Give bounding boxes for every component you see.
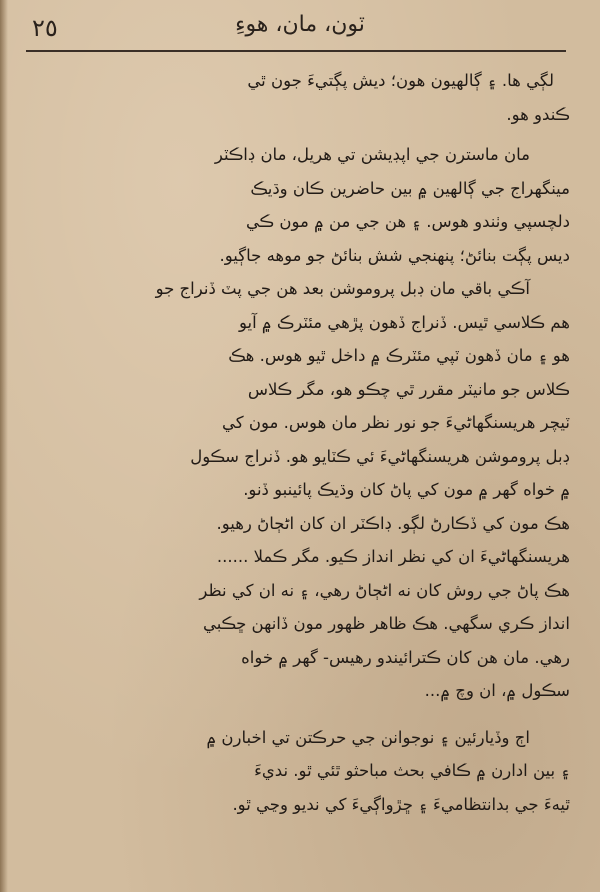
page-edge-shadow: [0, 0, 8, 892]
text-line: سڪول ۾، ان وچ ۾...: [424, 681, 570, 700]
body-text: [28, 64, 570, 821]
running-title: ٽون، مان، هوءِ: [235, 12, 365, 37]
text-line: هم ڪلاسي ٿيس. ڏنراج ڏهون پڙهي مئٽرڪ ۾ آيو: [238, 312, 570, 332]
text-line: ٽيچر هريسنگهاڻيءَ جو نور نظر مان هوس. مون کي: [222, 413, 570, 432]
text-line: مان ماسترن جي اپڊيشن تي هريل، مان ڊاڪٽر: [214, 145, 530, 164]
text-line: دلچسپي وٺندو هوس. ۽ هن جي من ۾ مون ڪي: [246, 212, 570, 231]
text-line: ڪندو هو.: [506, 104, 570, 124]
paragraph-4: [28, 574, 570, 708]
text-line: انداز ڪري سگهي. هڪ ظاهر ظهور مون ڏانهن ڇڪبي: [203, 614, 570, 633]
text-line: مينگهراج جي ڳالهين ۾ بين حاضرين ڪان وڌيڪ: [250, 178, 570, 198]
header-rule: [26, 50, 566, 52]
text-line: ڪلاس جو مانيٽر مقرر ٿي چڪو هو، مگر ڪلاس: [247, 379, 570, 399]
text-line: هو ۽ مان ڏهون ٽپي مئٽرڪ ۾ داخل ٿيو هوس. هڪ: [228, 346, 570, 365]
text-line: آڪي باقي مان ڊبل پروموشن بعد هن جي پٽ ڏنراج جو: [155, 279, 530, 298]
text-line: ۽ بين ادارن ۾ ڪافي بحث مباحثو ٿئي ٿو. نديءَ: [254, 761, 570, 780]
text-line: ديس پڳت بنائڻ؛ پنهنجي شش بنائڻ جو موهه جاڳيو.: [219, 245, 570, 265]
text-line: رهي. مان هن کان ڪترائيندو رهيس- گهر ۾ خواه: [241, 647, 570, 667]
text-line: اڄ وڏيارئين ۽ نوجوانن جي حرڪتن تي اخبارن ۾: [206, 727, 530, 747]
text-line: لڳي ها. ۽ ڳالهيون هون؛ ديش پڳتيءَ جون ٿي: [247, 71, 554, 90]
paragraph-5: [28, 721, 570, 822]
paragraph-3: [28, 272, 570, 574]
paragraph-1: [28, 64, 570, 131]
text-line: ٿيهءَ جي بدانتظاميءَ ۽ ڇڙواڳيءَ کي نديو وڃي ٿو.: [232, 794, 570, 814]
page-header: [24, 6, 576, 50]
text-line: ڊبل پروموشن هريسنگهاڻيءَ ئي ڪٽايو هو. ڏنراج سڪول: [190, 446, 570, 466]
text-line: هڪ مون کي ڏڪارڻ لڳو. ڊاڪٽر ان کان اڻڄاڻ رهيو.: [216, 513, 570, 533]
text-line: هڪ پاڻ جي روش کان نه اڻڄاڻ رهي، ۽ نه ان کي نظر: [199, 580, 570, 600]
paragraph-2: [28, 138, 570, 272]
text-line: هريسنگهاڻيءَ ان کي نظر انداز ڪيو. مگر ڪملا ......: [216, 547, 570, 566]
page-number: ٢٥: [32, 14, 58, 42]
text-line: ۾ خواه گهر ۾ مون کي پاڻ کان وڌيڪ پائينبو ڏنو.: [243, 480, 570, 499]
